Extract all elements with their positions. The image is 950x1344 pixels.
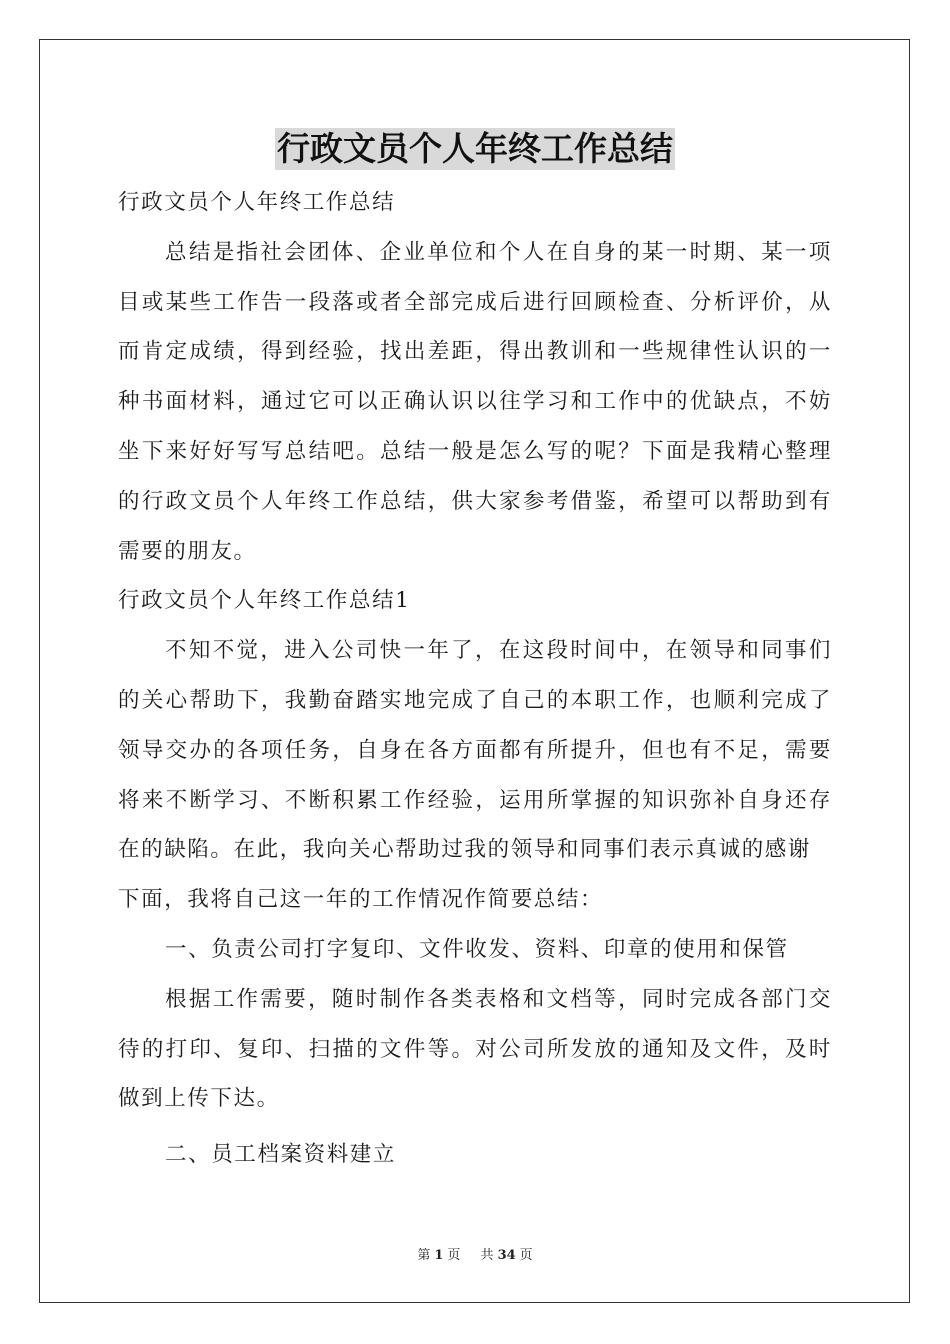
page-indicator bbox=[409, 1248, 468, 1263]
document-body bbox=[118, 178, 832, 1180]
body-paragraph-2: 下面，我将自己这一年的工作情况作简要总结： bbox=[118, 887, 604, 913]
page-prefix: 第 bbox=[417, 1248, 431, 1263]
document-title: 行政文员个人年终工作总结 bbox=[277, 129, 673, 168]
total-prefix: 共 bbox=[480, 1248, 494, 1263]
total-suffix: 页 bbox=[519, 1248, 533, 1263]
body-paragraph-1: 不知不觉，进入公司快一年了，在这段时间中，在领导和同事们的关心帮助下，我勤奋踏实地完成了自己的本职工作，也顺利完成了领导交办的各项任务，自身在各方面都有所提升，但也有不足，需要将来不断学习、不断积累工作经验，运用所掌握的知识弥补自身还存在的缺陷。在此，我向关心帮助过我的领导和同事们表示真诚的感谢 bbox=[118, 638, 832, 863]
item-heading-2: 二、员工档案资料建立 bbox=[165, 1142, 397, 1168]
body-paragraph-3: 根据工作需要，随时制作各类表格和文档等，同时完成各部门交待的打印、复印、扫描的文件等。对公司所发放的通知及文件，及时做到上传下达。 bbox=[118, 986, 832, 1112]
title-container bbox=[0, 128, 950, 170]
subtitle-paragraph: 行政文员个人年终工作总结 bbox=[118, 190, 396, 215]
section-heading-1: 行政文员个人年终工作总结1 bbox=[118, 588, 411, 614]
total-indicator bbox=[473, 1248, 541, 1263]
page-footer bbox=[0, 1244, 950, 1263]
total-pages: 34 bbox=[497, 1248, 516, 1263]
intro-paragraph: 总结是指社会团体、企业单位和个人在自身的某一时期、某一项目或某些工作告一段落或者全部完成后进行回顾检查、分析评价，从而肯定成绩，得到经验，找出差距，得出教训和一些规律性认识的一种书面材料，通过它可以正确认识以往学习和工作中的优缺点，不妨坐下来好好写写总结吧。总结一般是怎么写的呢？下面是我精心整理的行政文员个人年终工作总结，供大家参考借鉴，希望可以帮助到有需要的朋友。 bbox=[118, 239, 832, 564]
item-heading-1: 一、负责公司打字复印、文件收发、资料、印章的使用和保管 bbox=[165, 936, 789, 962]
page-suffix: 页 bbox=[447, 1248, 461, 1263]
page-number: 1 bbox=[434, 1248, 444, 1263]
